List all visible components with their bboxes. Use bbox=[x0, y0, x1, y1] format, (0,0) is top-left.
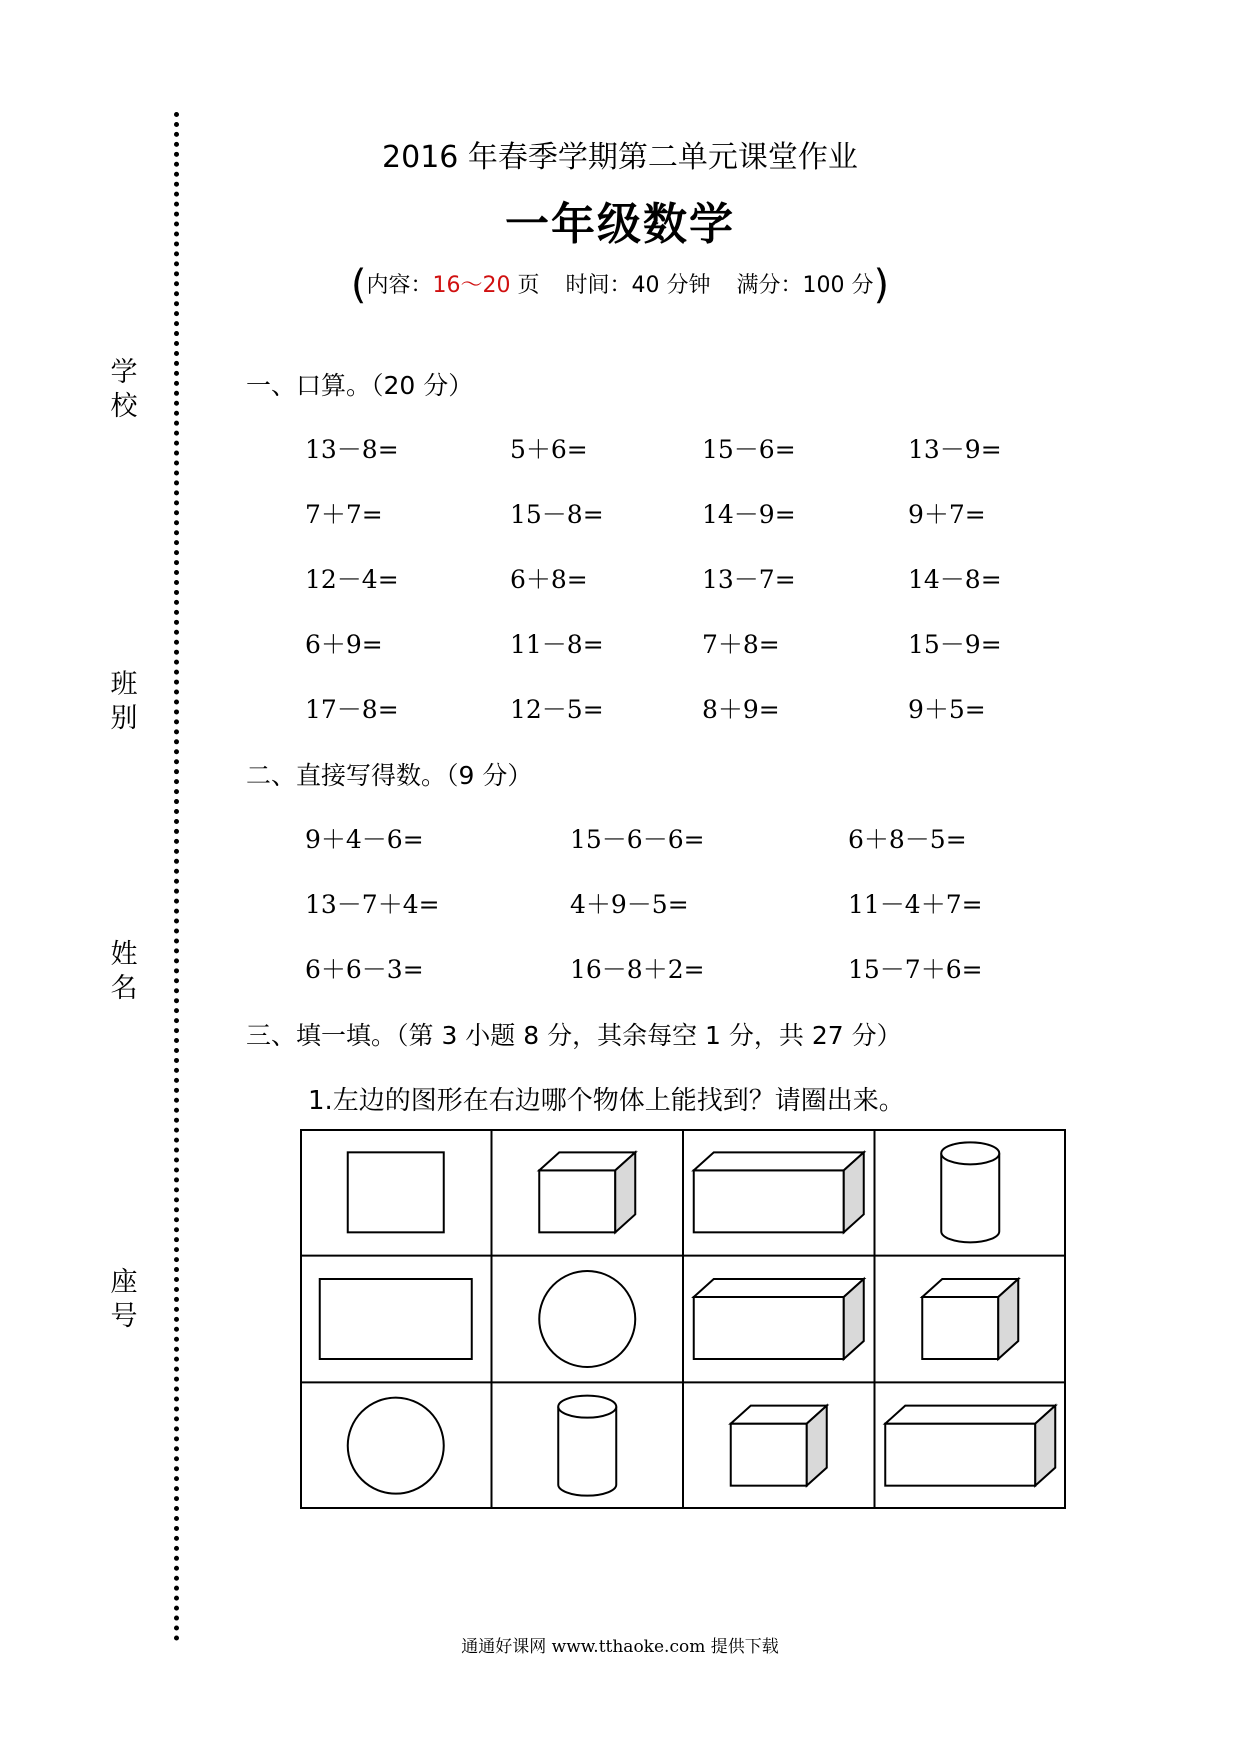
calc-problem: 6＋8－5= bbox=[848, 825, 967, 854]
worksheet-info: (内容：16～20 页 时间：40 分钟 满分：100 分) bbox=[350, 262, 890, 308]
mental-math-problem: 12－4= bbox=[305, 565, 399, 594]
shapes-grid bbox=[300, 1129, 1066, 1509]
cylinder-icon bbox=[558, 1396, 616, 1496]
worksheet-title: 2016 年春季学期第二单元课堂作业 bbox=[382, 140, 858, 175]
circle-icon bbox=[539, 1271, 635, 1367]
calc-problem: 15－6－6= bbox=[570, 825, 705, 854]
mental-math-problem: 6＋8= bbox=[510, 565, 588, 594]
subject-title: 一年级数学 bbox=[505, 199, 735, 250]
mental-math-problem: 14－8= bbox=[908, 565, 1002, 594]
mental-math-problem: 15－6= bbox=[702, 435, 796, 464]
square-icon bbox=[348, 1152, 444, 1232]
mental-math-problem: 13－8= bbox=[305, 435, 399, 464]
calc-problem: 15－7＋6= bbox=[848, 955, 983, 984]
mental-math-problem: 6＋9= bbox=[305, 630, 383, 659]
cuboid-icon bbox=[885, 1406, 1055, 1486]
cylinder-icon bbox=[941, 1142, 999, 1242]
calc-problem: 13－7＋4= bbox=[305, 890, 440, 919]
calc-problem: 4＋9－5= bbox=[570, 890, 689, 919]
circle-icon bbox=[348, 1398, 444, 1494]
rectangle-icon bbox=[320, 1279, 472, 1359]
mental-math-problem: 15－9= bbox=[908, 630, 1002, 659]
cube-icon bbox=[731, 1406, 827, 1486]
section-1-title: 一、口算。（20 分） bbox=[246, 371, 474, 400]
mental-math-problem: 11－8= bbox=[510, 630, 604, 659]
seat-label: 座号 bbox=[110, 1267, 138, 1332]
calc-problem: 16－8＋2= bbox=[570, 955, 705, 984]
mental-math-problem: 8＋9= bbox=[702, 695, 780, 724]
calc-problem: 11－4＋7= bbox=[848, 890, 983, 919]
question-1-text: 1.左边的图形在右边哪个物体上能找到？请圈出来。 bbox=[308, 1086, 905, 1116]
school-label: 学校 bbox=[110, 357, 138, 422]
mental-math-problem: 13－7= bbox=[702, 565, 796, 594]
mental-math-problem: 15－8= bbox=[510, 500, 604, 529]
mental-math-problem: 13－9= bbox=[908, 435, 1002, 464]
mental-math-problem: 9＋7= bbox=[908, 500, 986, 529]
mental-math-problem: 14－9= bbox=[702, 500, 796, 529]
calc-problem: 9＋4－6= bbox=[305, 825, 424, 854]
mental-math-problem: 7＋8= bbox=[702, 630, 780, 659]
mental-math-problem: 12－5= bbox=[510, 695, 604, 724]
mental-math-problem: 5＋6= bbox=[510, 435, 588, 464]
section-2-title: 二、直接写得数。（9 分） bbox=[246, 761, 533, 790]
footer-source: 通通好课网 www.tthaoke.com 提供下载 bbox=[461, 1637, 779, 1657]
mental-math-problem: 9＋5= bbox=[908, 695, 986, 724]
cuboid-icon bbox=[694, 1279, 864, 1359]
calc-problem: 6＋6－3= bbox=[305, 955, 424, 984]
page-range: 16～20 bbox=[432, 273, 511, 298]
section-3-title: 三、填一填。（第 3 小题 8 分，其余每空 1 分，共 27 分） bbox=[246, 1021, 902, 1050]
mental-math-problem: 7＋7= bbox=[305, 500, 383, 529]
mental-math-problem: 17－8= bbox=[305, 695, 399, 724]
cuboid-icon bbox=[694, 1152, 864, 1232]
cube-icon bbox=[922, 1279, 1018, 1359]
class-label: 班别 bbox=[110, 669, 138, 734]
cube-icon bbox=[539, 1152, 635, 1232]
name-label: 姓名 bbox=[110, 939, 138, 1004]
binding-dotted-line bbox=[174, 112, 179, 1642]
